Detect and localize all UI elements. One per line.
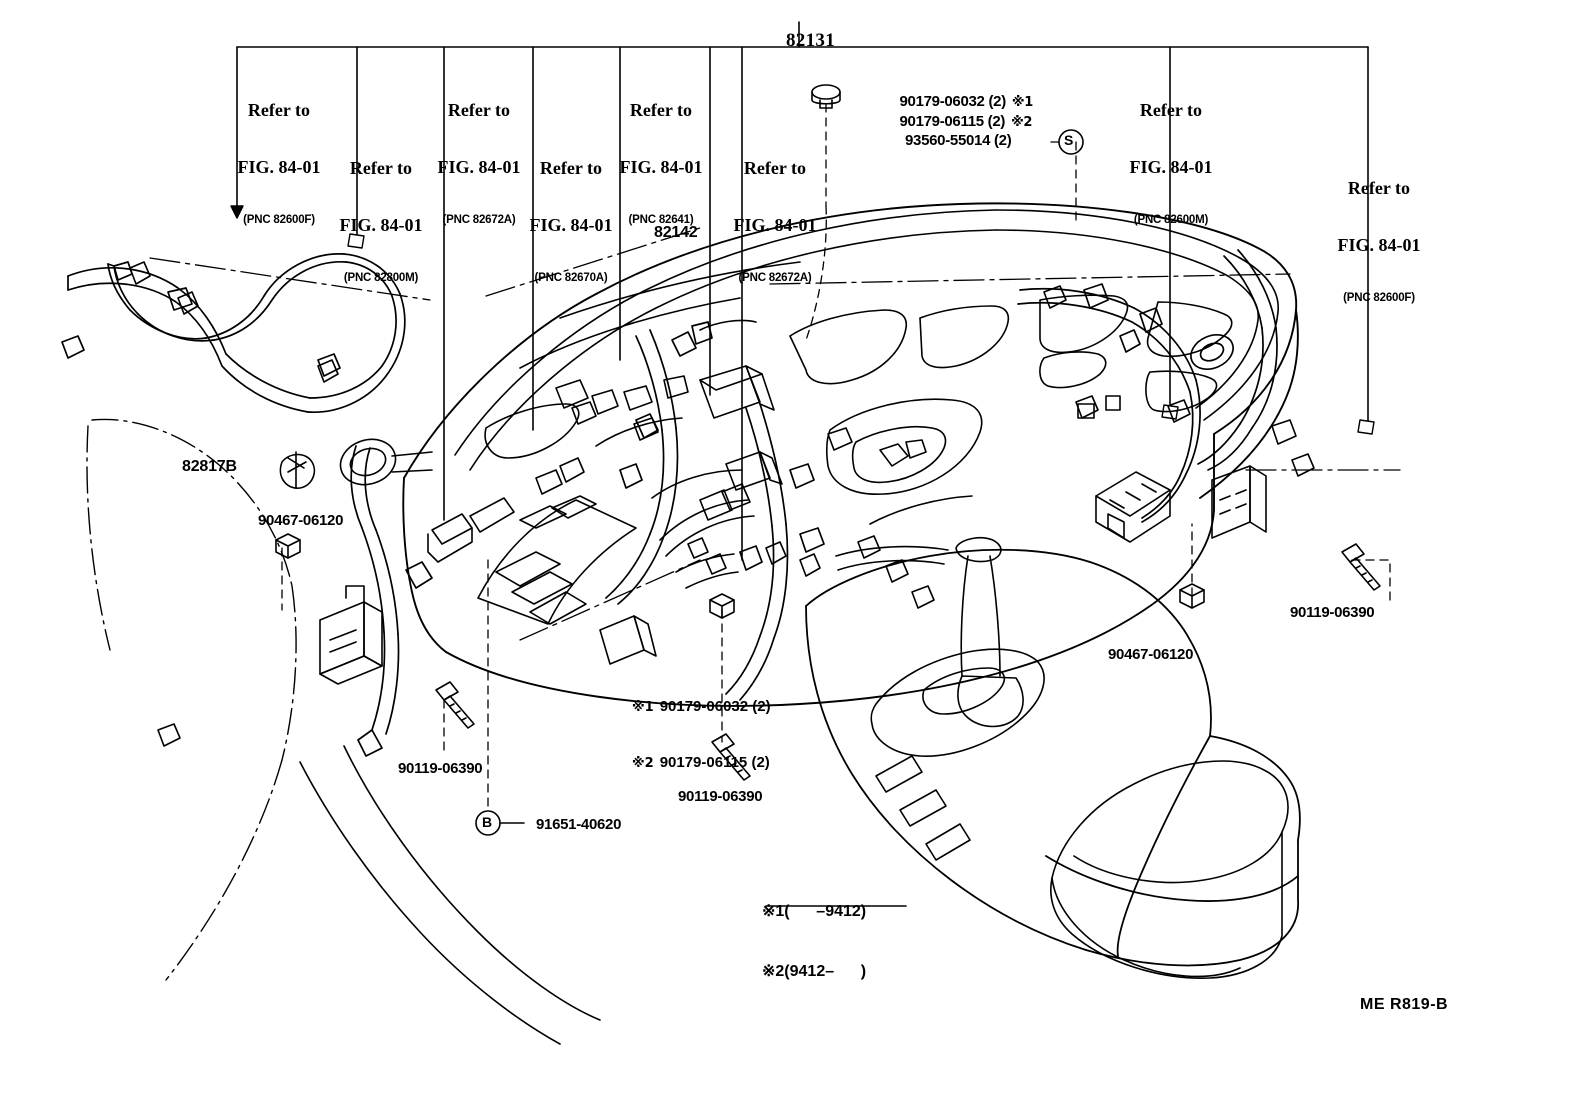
bolt-group-top-line1: 90179-06032 (2) ※1 xyxy=(899,93,1033,110)
right-connector-b xyxy=(1212,466,1266,538)
circle-mark-s-letter: S xyxy=(1064,132,1074,148)
wire-harness-right xyxy=(1018,284,1200,522)
refer-block-82600f-left: Refer to FIG. 84-01 (PNC 82600F) xyxy=(237,100,321,227)
callout-82817b: 82817B xyxy=(182,458,237,475)
bolt-90119-right xyxy=(1342,544,1380,590)
relay-boxes xyxy=(600,366,782,664)
right-connector-a xyxy=(1096,472,1170,542)
clip-82817b xyxy=(280,452,314,488)
callout-90119-06390-left: 90119-06390 xyxy=(398,760,483,777)
nut-center xyxy=(710,594,734,618)
floor-outline xyxy=(300,746,600,1044)
callout-90467-06120-left: 90467-06120 xyxy=(258,512,344,529)
refer-block-82672a-left: Refer to FIG. 84-01 (PNC 82672A) xyxy=(437,100,521,227)
figure-code: ME R819-B xyxy=(1360,996,1449,1013)
callout-91651-40620: 91651-40620 xyxy=(536,816,622,833)
asterisk-mark-1: ※1 xyxy=(1011,95,1033,110)
bolt-group-center-line1: ※1 90179-06032 (2) xyxy=(632,697,771,715)
left-side-panel xyxy=(87,419,296,980)
legend-line-2: ※2(9412– ) xyxy=(762,963,867,980)
refer-block-82600f-right: Refer to FIG. 84-01 (PNC 82600F) xyxy=(1337,178,1421,305)
legend-block xyxy=(762,862,866,1022)
callout-90467-06120-right: 90467-06120 xyxy=(1108,646,1194,663)
left-side-openings xyxy=(485,376,688,458)
callout-90119-06390-right: 90119-06390 xyxy=(1290,604,1375,621)
bolt-group-top-line2: 90179-06115 (2) ※2 xyxy=(899,113,1033,130)
console-armrest xyxy=(1051,761,1288,978)
grommet-ring xyxy=(335,432,432,491)
circle-mark-b-letter: B xyxy=(482,814,492,830)
refer-block-82672a-mid: Refer to FIG. 84-01 (PNC 82672A) xyxy=(733,158,817,285)
junction-block xyxy=(478,496,636,624)
legend-line-1: ※1( –9412) xyxy=(762,903,867,920)
callout-93560-55014: 93560-55014 (2) xyxy=(905,132,1012,149)
asterisk-mark-2: ※2 xyxy=(1011,115,1033,130)
page-title: 82131 xyxy=(786,29,835,51)
left-connector-block xyxy=(320,586,382,684)
refer-block-82670a: Refer to FIG. 84-01 (PNC 82670A) xyxy=(529,158,613,285)
refer-block-82641: Refer to FIG. 84-01 (PNC 82641) xyxy=(619,100,703,227)
lower-panel-openings xyxy=(1040,352,1217,418)
bolt-90119-left xyxy=(436,682,474,728)
callout-82142: 82142 xyxy=(654,224,698,241)
callout-90119-06390-center: 90119-06390 xyxy=(678,788,763,805)
console-wiring xyxy=(800,547,948,576)
bolt-group-center-line2: ※2 90179-06115 (2) xyxy=(632,753,770,771)
meter-hood xyxy=(827,399,982,494)
refer-block-82600m-right: Refer to FIG. 84-01 (PNC 82600M) xyxy=(1129,100,1213,227)
console-controls xyxy=(876,756,970,860)
refer-block-82800m-left: Refer to FIG. 84-01 (PNC 82800M) xyxy=(339,158,423,285)
shift-gate-plate xyxy=(871,649,1044,756)
